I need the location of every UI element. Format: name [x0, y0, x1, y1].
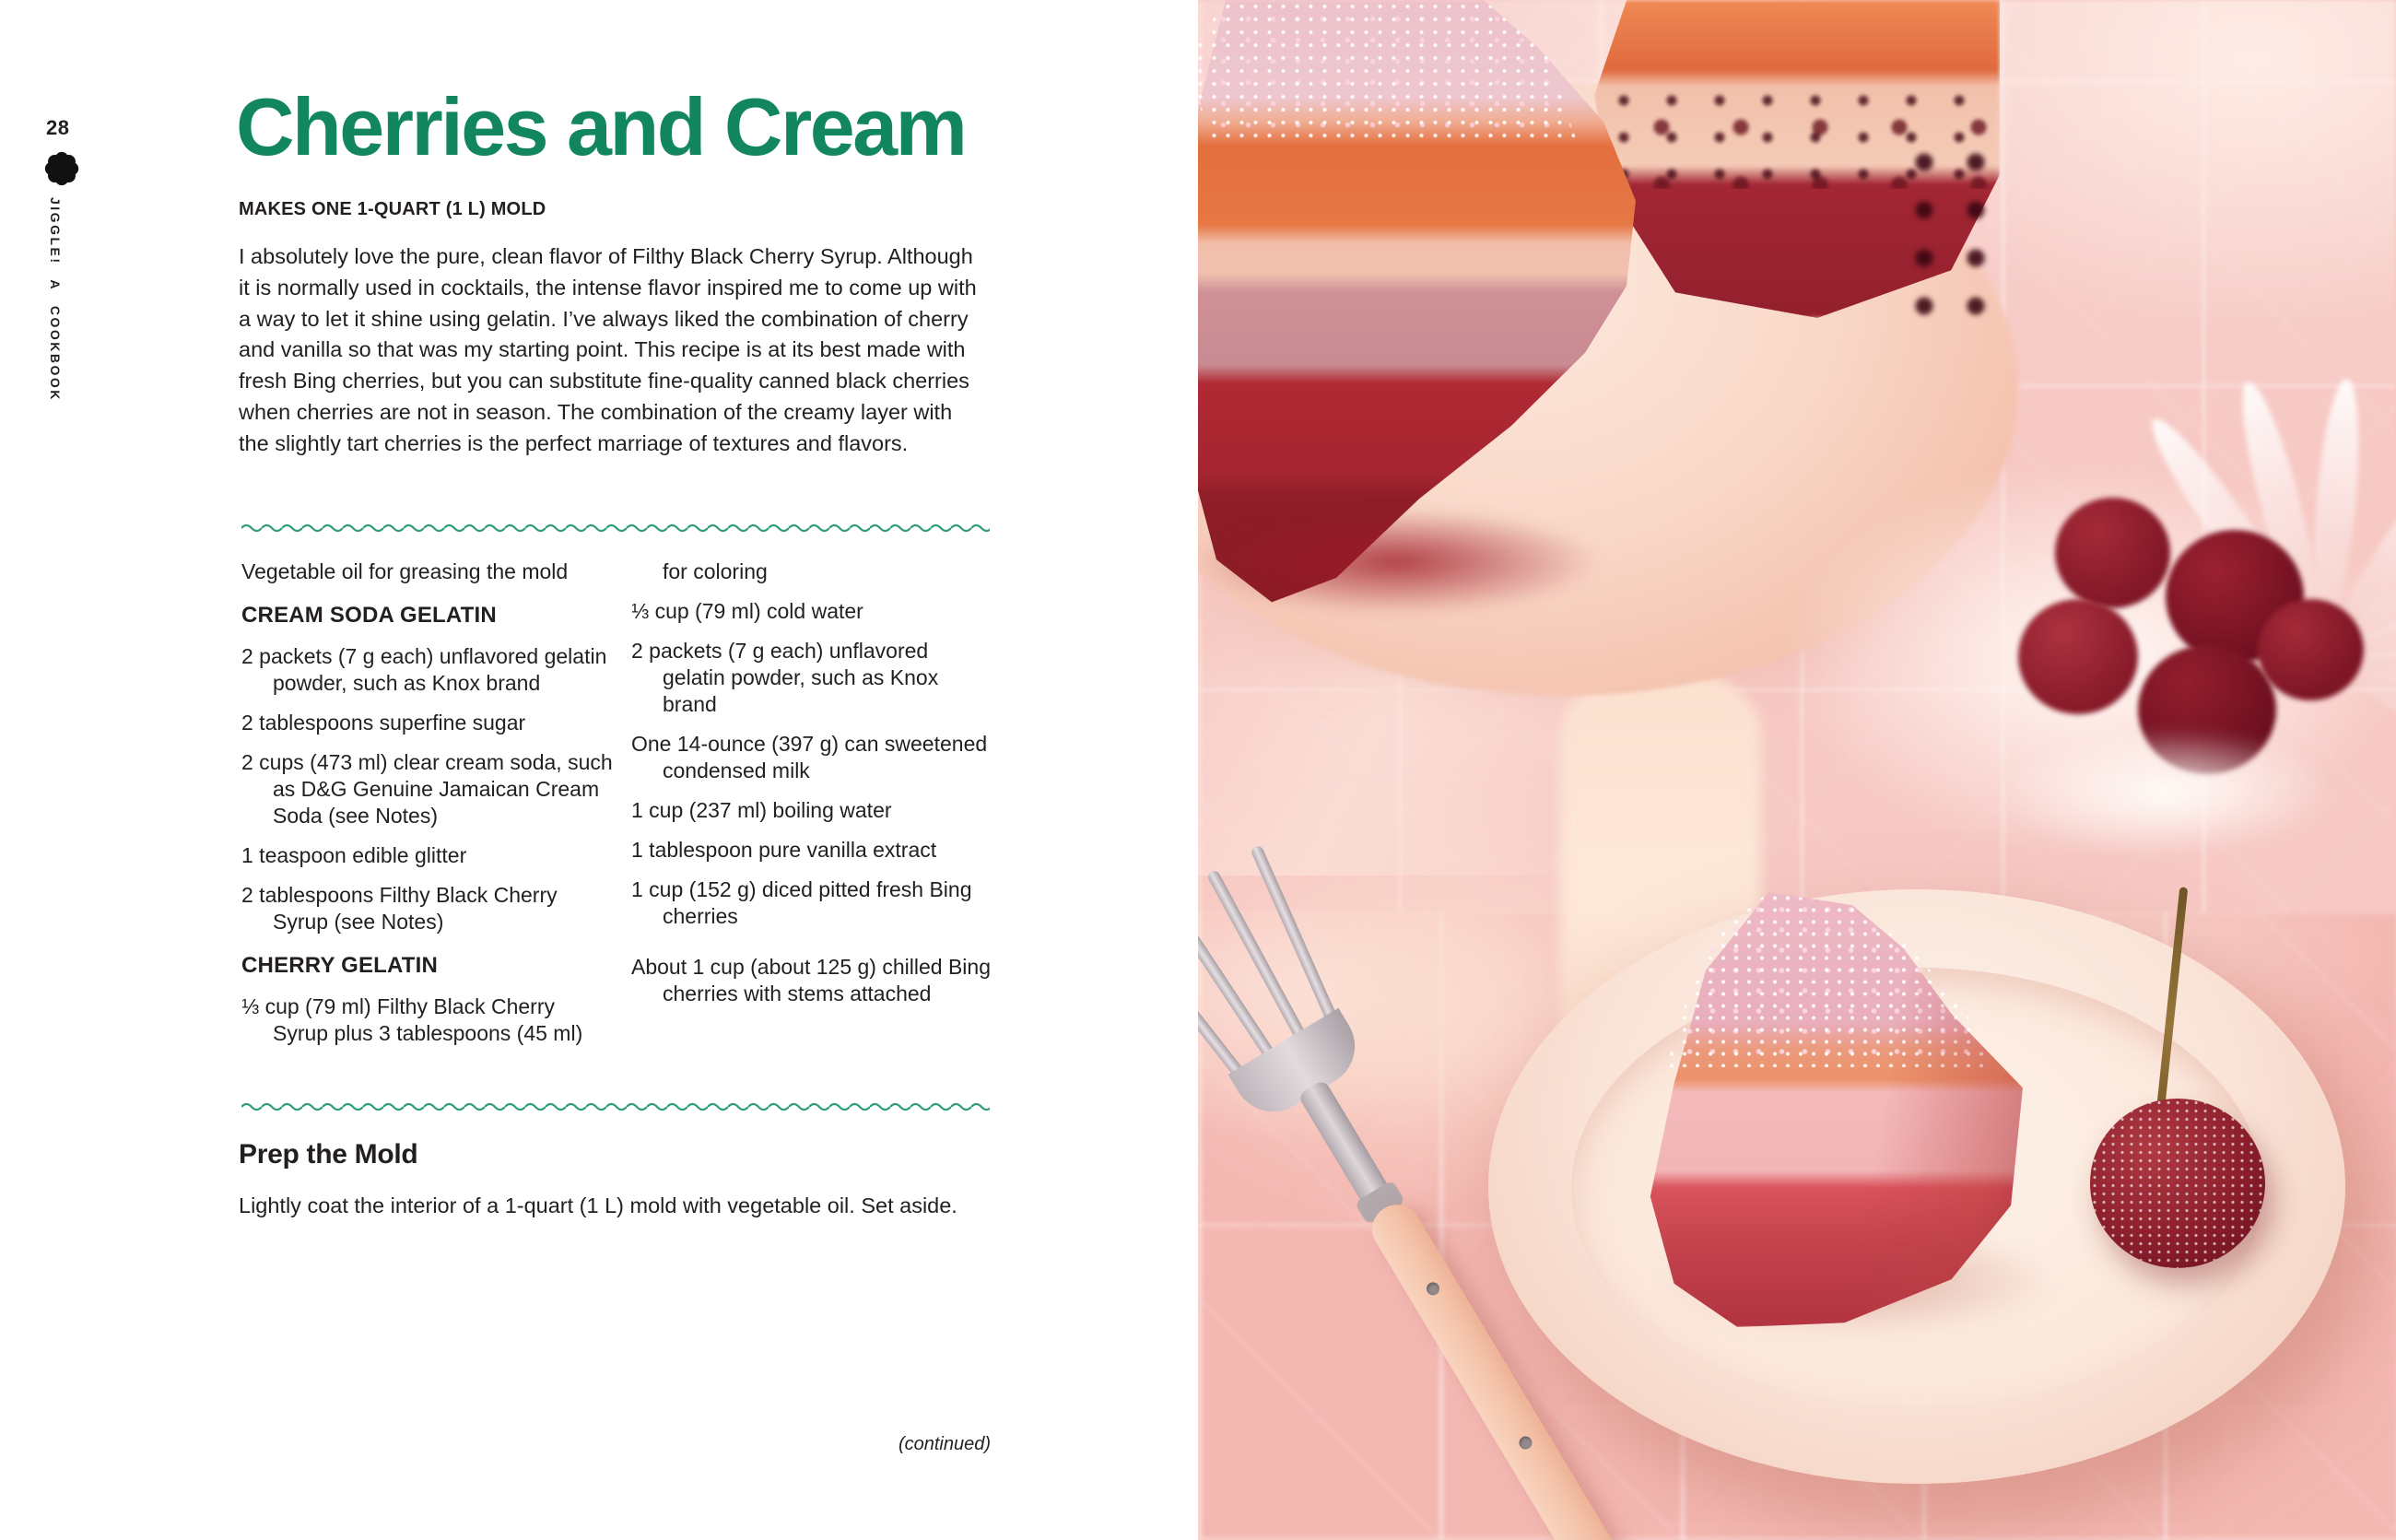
recipe-title: Cherries and Cream — [236, 81, 966, 172]
ingredient: 1 tablespoon pure vanilla extract — [631, 838, 937, 862]
step-heading: Prep the Mold — [239, 1139, 418, 1170]
ingredient: 1 cup (237 ml) boiling water — [631, 798, 892, 822]
ingredient: One 14-ounce (397 g) can sweetened condensed milk — [631, 732, 988, 782]
ingredient: ⅓ cup (79 ml) Filthy Black Cherry Syrup plus 3 tablespoons (45 ml) — [241, 994, 583, 1045]
cherry — [2258, 599, 2364, 700]
glass-cherry-dish — [1779, 461, 2396, 857]
ingredient: 1 teaspoon edible glitter — [241, 843, 467, 867]
step-text: Lightly coat the interior of a 1-quart (1 L) mold with vegetable oil. Set aside. — [239, 1193, 957, 1217]
cherry — [2018, 599, 2138, 714]
ingredient: 2 cups (473 ml) clear cream soda, such as D&G Genuine Jamaican Cream Soda (see Notes) — [241, 750, 613, 828]
cherry-syrup-drip — [1198, 509, 1599, 615]
ingredient: 2 tablespoons superfine sugar — [241, 711, 526, 735]
ingredient-section-heading: CREAM SODA GELATIN — [241, 603, 497, 628]
wavy-divider — [241, 1100, 990, 1113]
spine-title: JIGGLE! A COOKBOOK — [48, 197, 63, 402]
ingredient: 2 tablespoons Filthy Black Cherry Syrup (see Notes) — [241, 883, 558, 934]
ingredient: 2 packets (7 g each) unflavored gelatin powder, such as Knox brand — [631, 639, 939, 716]
ingredient-section-heading: CHERRY GELATIN — [241, 953, 439, 978]
ingredient: 2 packets (7 g each) unflavored gelatin powder, such as Knox brand — [241, 644, 607, 695]
recipe-intro: I absolutely love the pure, clean flavor of Filthy Black Cherry Syrup. Although it is normally used in cocktails, the intense flavor inspired me to come up with a way to let it shine using gelatin. I’ve always liked the combination of cherry and vanilla so that was my starting point. This recipe is at its best made with fresh Bing cherries, but you can substitute fine-quality canned black cherries when cherries are not in season. The combination of the creamy layer with the slightly tart cherries is the perfect marriage of textures and flavors. — [239, 244, 977, 455]
fork-neck — [1298, 1079, 1391, 1206]
recipe-yield: MAKES ONE 1-QUART (1 L) MOLD — [239, 199, 546, 219]
recipe-photo — [1198, 0, 2396, 1540]
continued-note: (continued) — [898, 1434, 991, 1454]
blob-mold-icon — [41, 147, 83, 190]
ingredients-column-2 — [631, 558, 994, 1020]
ingredient: About 1 cup (about 125 g) chilled Bing cherries with stems attached — [631, 955, 991, 1005]
ingredient: Vegetable oil for greasing the mold — [241, 559, 569, 583]
cherry — [2055, 498, 2170, 608]
glass-ruffle — [1991, 728, 2341, 857]
ingredients-column-1 — [241, 558, 614, 1060]
cherry-glitter — [2090, 1099, 2265, 1268]
ingredient-continuation: for coloring — [663, 559, 768, 583]
cherry-chunks — [1898, 138, 2018, 323]
page-number: 28 — [46, 116, 70, 139]
ingredient: 1 cup (152 g) diced pitted fresh Bing cherries — [631, 877, 972, 928]
ingredient: ⅓ cup (79 ml) cold water — [631, 599, 863, 623]
wavy-divider — [241, 522, 990, 535]
